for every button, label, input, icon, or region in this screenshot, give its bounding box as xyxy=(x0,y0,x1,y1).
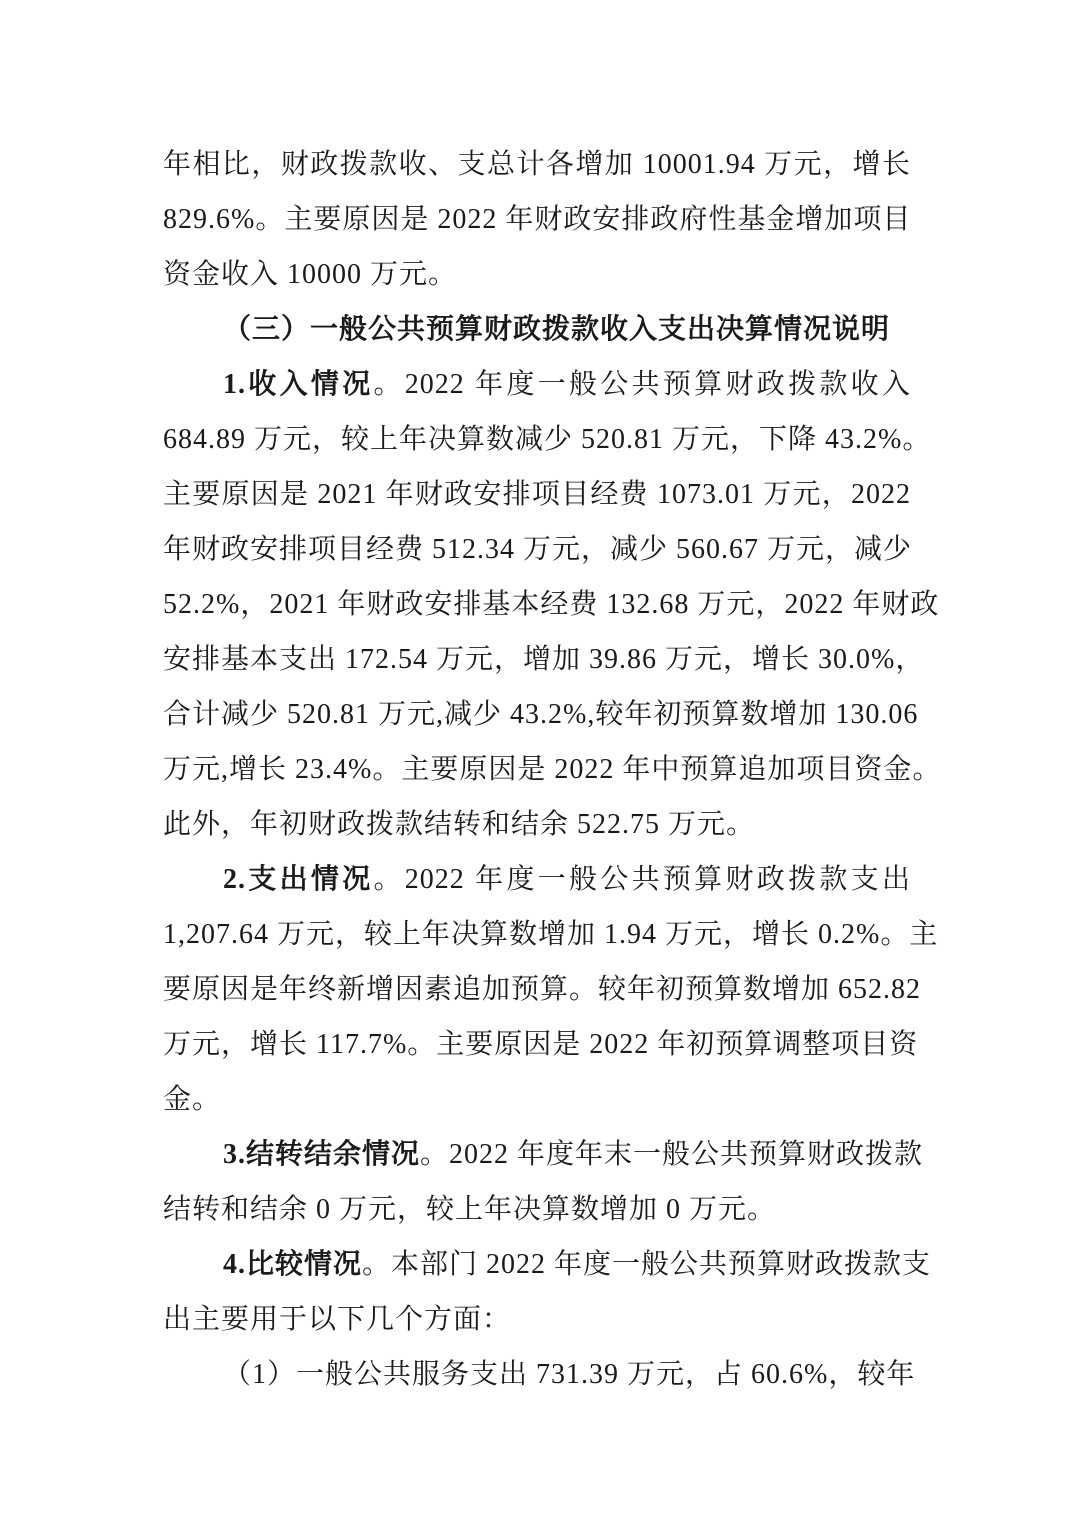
text-run: 金。 xyxy=(163,1084,222,1115)
document-text xyxy=(163,137,942,1402)
text-line xyxy=(163,467,911,522)
text-run: 出主要用于以下几个方面： xyxy=(163,1304,512,1335)
text-run: 安排基本支出 172.54 万元，增加 39.86 万元，增长 30.0%， xyxy=(163,644,925,675)
bold-text-run: 2.支出情况 xyxy=(223,864,374,895)
text-run: 要原因是年终新增因素追加预算。较年初预算数增加 652.82 xyxy=(163,974,922,1005)
text-line xyxy=(163,1292,911,1347)
bold-text-run: 4.比较情况 xyxy=(223,1249,363,1280)
text-run: 资金收入 10000 万元。 xyxy=(163,259,458,290)
text-line xyxy=(163,907,939,962)
text-line xyxy=(163,632,925,687)
bold-text-run: 1.收入情况 xyxy=(223,369,374,400)
text-line xyxy=(163,962,922,1017)
text-line xyxy=(163,852,911,907)
text-run: 684.89 万元，较上年决算数减少 520.81 万元，下降 43.2%。 xyxy=(163,424,932,455)
text-line xyxy=(163,1127,924,1182)
text-run: （1）一般公共服务支出 731.39 万元，占 60.6%，较年 xyxy=(223,1359,916,1390)
text-line xyxy=(163,687,919,742)
text-line xyxy=(163,247,911,302)
text-run: 。2022 年度一般公共预算财政拨款收入 xyxy=(373,369,911,400)
text-line xyxy=(163,412,932,467)
text-line xyxy=(163,137,911,192)
text-line xyxy=(163,577,940,632)
text-run: 年相比，财政拨款收、支总计各增加 10001.94 万元，增长 xyxy=(163,149,911,180)
text-line xyxy=(163,522,911,577)
bold-text-run: （三）一般公共预算财政拨款收入支出决算情况说明 xyxy=(223,314,891,345)
text-run: 年财政安排项目经费 512.34 万元，减少 560.67 万元，减少 xyxy=(163,534,913,565)
text-line xyxy=(163,742,942,797)
text-line xyxy=(163,302,911,357)
text-run: 1,207.64 万元，较上年决算数增加 1.94 万元，增长 0.2%。主 xyxy=(163,919,939,950)
text-line xyxy=(163,357,911,412)
text-line xyxy=(163,192,911,247)
text-run: 。2022 年度年末一般公共预算财政拨款 xyxy=(420,1139,924,1170)
text-line xyxy=(163,1237,932,1292)
text-line xyxy=(163,1072,911,1127)
text-run: 52.2%，2021 年财政安排基本经费 132.68 万元，2022 年财政 xyxy=(163,589,940,620)
text-line xyxy=(163,797,911,852)
text-line xyxy=(163,1347,916,1402)
text-line xyxy=(163,1017,919,1072)
text-run: 829.6%。主要原因是 2022 年财政安排政府性基金增加项目 xyxy=(163,204,912,235)
text-run: 此外，年初财政拨款结转和结余 522.75 万元。 xyxy=(163,809,756,840)
text-line xyxy=(163,1182,911,1237)
text-run: 合计减少 520.81 万元,减少 43.2%,较年初预算数增加 130.06 xyxy=(163,699,919,730)
text-run: 。2022 年度一般公共预算财政拨款支出 xyxy=(373,864,911,895)
text-run: 。本部门 2022 年度一般公共预算财政拨款支 xyxy=(362,1249,932,1280)
text-run: 万元，增长 117.7%。主要原因是 2022 年初预算调整项目资 xyxy=(163,1029,919,1060)
text-run: 万元,增长 23.4%。主要原因是 2022 年中预算追加项目资金。 xyxy=(163,754,942,785)
text-run: 主要原因是 2021 年财政安排项目经费 1073.01 万元，2022 xyxy=(163,479,911,510)
bold-text-run: 3.结转结余情况 xyxy=(223,1139,421,1170)
text-run: 结转和结余 0 万元，较上年决算数增加 0 万元。 xyxy=(163,1194,777,1225)
